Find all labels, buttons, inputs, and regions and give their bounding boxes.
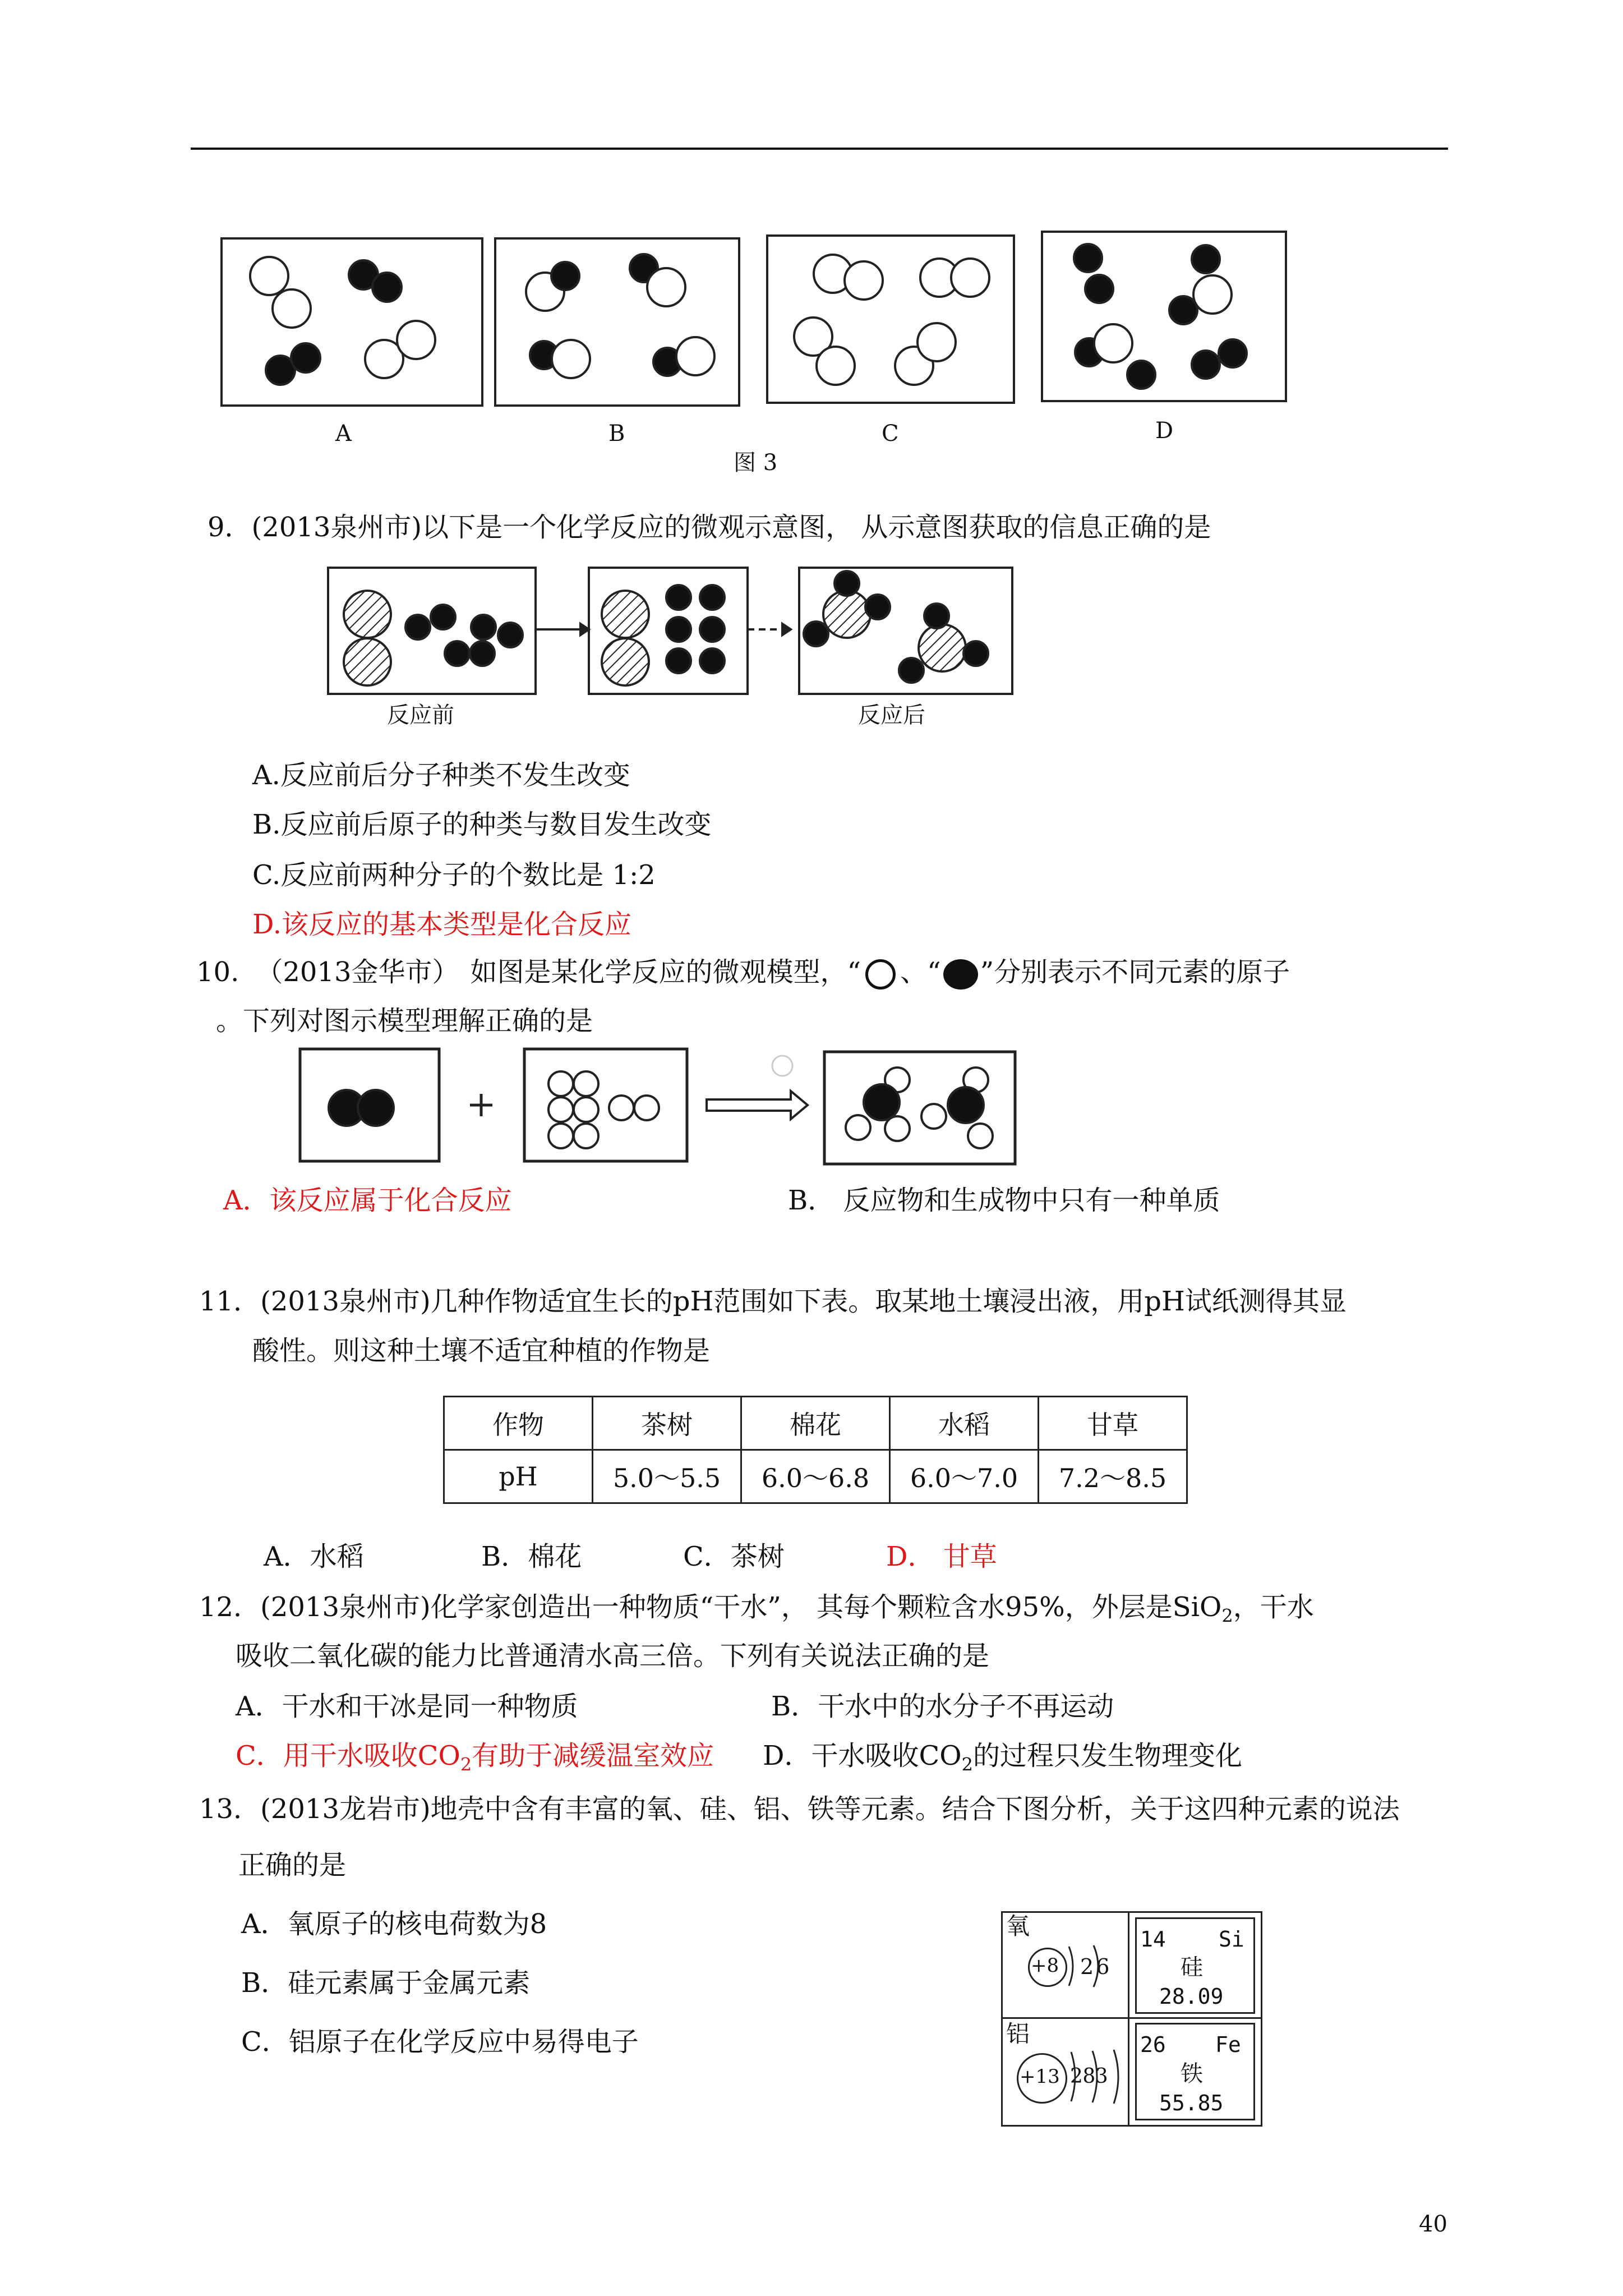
q13-stem-line2: 正确的是 xyxy=(238,1849,347,1881)
q12-stem-sub: 2 xyxy=(1221,1605,1233,1627)
q12-source: (2013泉州市) xyxy=(260,1591,431,1623)
figure-label-c: C xyxy=(882,421,899,447)
q11-stem-line2: 酸性。则这种土壤不适宜种植的作物是 xyxy=(252,1335,711,1366)
q10-stem-a: 如图是某化学反应的微观模型，“ xyxy=(470,956,861,988)
q13-option-a: A．氧原子的核电荷数为8 xyxy=(241,1908,547,1940)
q9-option-a: A.反应前后分子种类不发生改变 xyxy=(252,760,630,791)
page-number: 40 xyxy=(1419,2211,1447,2237)
oxygen-shells: 2 6 xyxy=(1080,1954,1108,1979)
table-cell: 5.0～5.5 xyxy=(593,1450,741,1503)
q10-option-a: A．该反应属于化合反应 xyxy=(223,1185,512,1216)
q9-number: 9． xyxy=(208,512,252,543)
q9-source: (2013泉州市) xyxy=(251,512,422,543)
q11-number: 11． xyxy=(199,1286,261,1317)
figure-label-d: D xyxy=(1155,418,1174,444)
figure-caption: 图 3 xyxy=(734,450,778,476)
q11-option-c: C．茶树 xyxy=(683,1541,785,1572)
q12-option-d-b: 的过程只发生物理变化 xyxy=(972,1740,1242,1772)
q9-option-d: D.该反应的基本类型是化合反应 xyxy=(252,909,632,940)
figure-label-a: A xyxy=(335,421,352,447)
q10-number: 10. xyxy=(196,956,239,988)
q12-option-c-sub: 2 xyxy=(460,1754,472,1775)
q11-option-b: B．棉花 xyxy=(481,1541,582,1572)
iron-number: 26 xyxy=(1140,2032,1166,2057)
iron-mass: 55.85 xyxy=(1159,2091,1224,2115)
ph-table xyxy=(443,1396,1188,1504)
q11-option-a: A．水稻 xyxy=(264,1541,364,1572)
table-row xyxy=(444,1450,1187,1503)
q12-option-d xyxy=(763,1739,1242,1782)
element-figure xyxy=(1001,1911,1262,2127)
aluminum-shell-arcs xyxy=(1003,1913,1126,2125)
table-cell: 水稻 xyxy=(890,1397,1039,1450)
silicon-number: 14 xyxy=(1140,1927,1166,1952)
q12-stem-line2: 吸收二氧化碳的能力比普通清水高三倍。下列有关说法正确的是 xyxy=(236,1640,990,1672)
q12-option-b: B．干水中的水分子不再运动 xyxy=(771,1691,1114,1722)
q9-stem-text: 以下是一个化学反应的微观示意图， 从示意图获取的信息正确的是 xyxy=(422,512,1211,543)
q12-option-c-a: C．用干水吸收CO xyxy=(236,1740,460,1772)
q13-stem xyxy=(199,1792,1400,1826)
silicon-mass: 28.09 xyxy=(1159,1984,1224,2009)
q10-stem-b: 、“ xyxy=(900,956,941,988)
oxygen-label: 氧 xyxy=(1006,1912,1030,1940)
table-cell: 甘草 xyxy=(1039,1397,1187,1450)
oxygen-nucleus-charge: +8 xyxy=(1031,1954,1059,1977)
table-cell: 作物 xyxy=(444,1397,593,1450)
q12-stem xyxy=(199,1590,1314,1633)
q9-label-after: 反应后 xyxy=(858,702,925,728)
aluminum-label: 铝 xyxy=(1006,2020,1030,2047)
q11-stem-text: 几种作物适宜生长的pH范围如下表。取某地土壤浸出液，用pH试纸测得其显 xyxy=(430,1286,1347,1317)
iron-name: 铁 xyxy=(1181,2061,1203,2087)
table-header-row xyxy=(444,1397,1187,1450)
q11-stem xyxy=(199,1285,1347,1318)
figure-label-b: B xyxy=(608,421,625,447)
aluminum-shells: 2 8 3 xyxy=(1070,2065,1105,2088)
q11-option-d: D． 甘草 xyxy=(886,1541,997,1572)
q10-stem-c: ”分别表示不同元素的原子 xyxy=(980,956,1290,988)
q13-number: 13． xyxy=(199,1793,261,1825)
iron-element-box xyxy=(1135,2023,1255,2120)
q10-option-b: B． 反应物和生成物中只有一种单质 xyxy=(788,1185,1220,1216)
q13-stem-text: 地壳中含有丰富的氧、硅、铝、铁等元素。结合下图分析，关于这四种元素的说法 xyxy=(430,1793,1400,1825)
table-cell: 6.0～7.0 xyxy=(890,1450,1039,1503)
figure-vertical-divider xyxy=(1128,1913,1129,2125)
q12-option-c-b: 有助于减缓温室效应 xyxy=(472,1740,714,1772)
q12-option-d-a: D．干水吸收CO xyxy=(763,1740,962,1772)
aluminum-nucleus-charge: +13 xyxy=(1020,2065,1060,2088)
q12-number: 12． xyxy=(199,1591,261,1623)
q13-option-c: C．铝原子在化学反应中易得电子 xyxy=(241,2026,639,2058)
iron-symbol: Fe xyxy=(1215,2032,1241,2057)
table-cell: pH xyxy=(444,1450,593,1503)
q9-option-b: B.反应前后原子的种类与数目发生改变 xyxy=(252,809,712,840)
q12-option-c xyxy=(236,1739,714,1782)
q12-stem-a: 化学家创造出一种物质“干水”， 其每个颗粒含水95%，外层是SiO xyxy=(430,1591,1222,1623)
q10-source: （2013金华市） xyxy=(256,956,459,988)
table-cell: 6.0～6.8 xyxy=(741,1450,890,1503)
q13-source: (2013龙岩市) xyxy=(260,1793,431,1825)
q9-label-before: 反应前 xyxy=(387,702,454,728)
silicon-element-box xyxy=(1135,1917,1255,2014)
silicon-symbol: Si xyxy=(1219,1927,1244,1952)
q10-stem-line2: 。下列对图示模型理解正确的是 xyxy=(216,1005,593,1037)
q12-option-d-sub: 2 xyxy=(961,1754,973,1775)
table-cell: 棉花 xyxy=(741,1397,890,1450)
q11-source: (2013泉州市) xyxy=(260,1286,431,1317)
table-cell: 7.2～8.5 xyxy=(1039,1450,1187,1503)
q12-stem-b: ，干水 xyxy=(1233,1591,1314,1623)
silicon-name: 硅 xyxy=(1181,1954,1203,1980)
q9-option-c: C.反应前两种分子的个数比是 1:2 xyxy=(252,859,656,891)
q13-option-b: B．硅元素属于金属元素 xyxy=(241,1967,531,1999)
q12-option-a: A．干水和干冰是同一种物质 xyxy=(236,1691,578,1722)
table-cell: 茶树 xyxy=(593,1397,741,1450)
